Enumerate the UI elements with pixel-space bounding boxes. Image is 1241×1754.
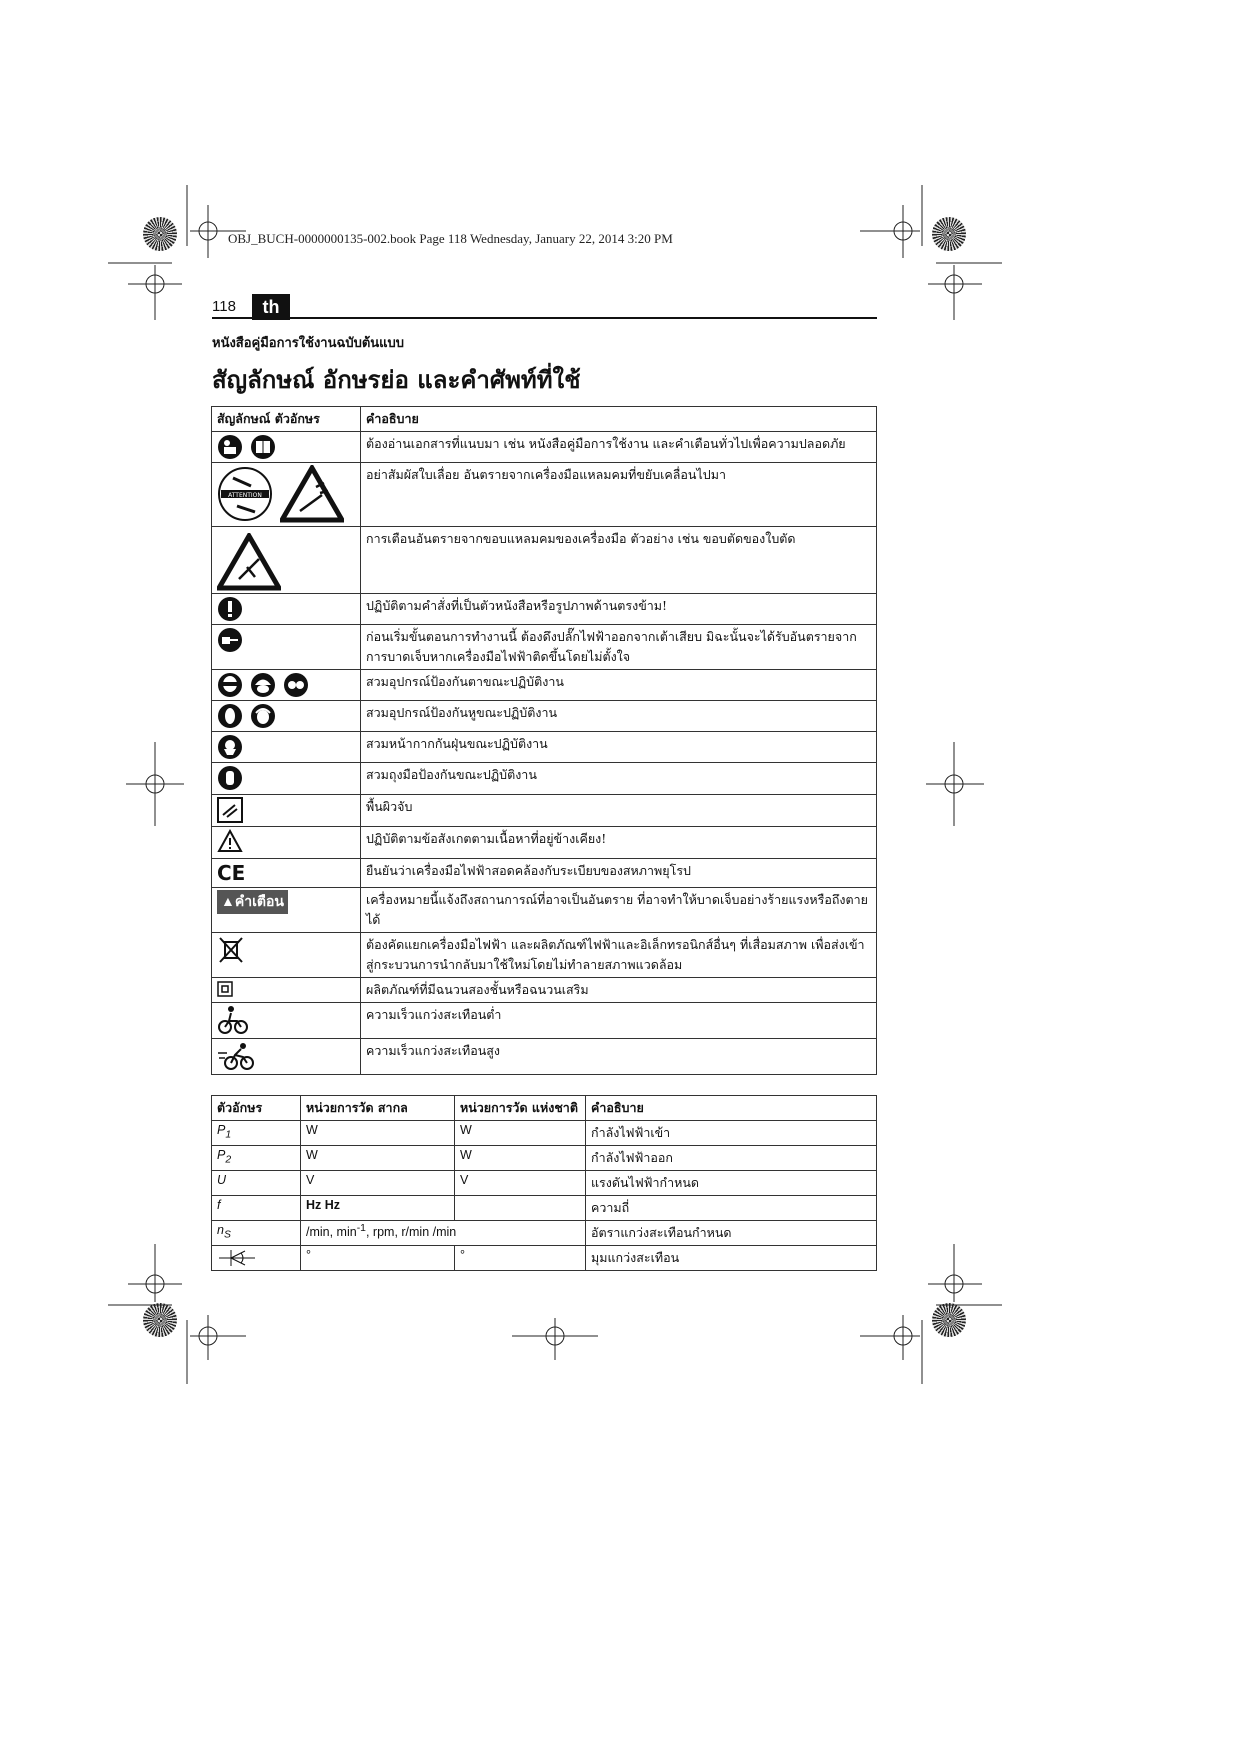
unit-national: °: [455, 1246, 586, 1271]
table-row: [212, 1121, 877, 1146]
unit-national: W: [455, 1146, 586, 1171]
table-row: [212, 933, 877, 978]
row-description: ปฏิบัติตามข้อสังเกตตามเนื้อหาที่อยู่ข้างเคียง!: [361, 827, 877, 859]
table-row: [212, 1171, 877, 1196]
flying-debris-warning-icon: [280, 465, 344, 523]
unit-letter: U: [212, 1171, 301, 1196]
unit-letter: f: [212, 1196, 301, 1221]
table-row: [212, 827, 877, 859]
table-row: [212, 625, 877, 670]
unit-description: แรงดันไฟฟ้ากำหนด: [586, 1171, 877, 1196]
table-row: [212, 732, 877, 763]
units-table: [211, 1095, 877, 1271]
svg-text:ATTENTION: ATTENTION: [228, 492, 262, 499]
sharp-edge-warning-icon: [217, 533, 281, 591]
unit-description: อัตราแกว่งสะเทือนกำหนด: [586, 1221, 877, 1246]
read-manual-icon: [217, 434, 243, 460]
unit-description: กำลังไฟฟ้าเข้า: [586, 1121, 877, 1146]
row-description: สวมอุปกรณ์ป้องกันหูขณะปฏิบัติงาน: [361, 701, 877, 732]
column-header-international-unit: หน่วยการวัด สากล: [301, 1096, 455, 1121]
face-shield-icon: [217, 672, 243, 698]
dust-mask-icon: [217, 734, 243, 760]
row-description: อย่าสัมผัสใบเลื่อย อันตรายจากเครื่องมือแหลมคมที่ขยับเคลื่อนไปมา: [361, 463, 877, 527]
row-description: ความเร็วแกว่งสะเทือนสูง: [361, 1039, 877, 1075]
attention-blade-icon: [217, 466, 273, 522]
table-row: [212, 859, 877, 888]
warning-badge-icon: ▲คำเตือน: [217, 890, 288, 914]
column-header-description: คำอธิบาย: [586, 1096, 877, 1121]
table-row: [212, 888, 877, 933]
table-row: [212, 1003, 877, 1039]
unit-national: [455, 1196, 586, 1221]
table-row: [212, 1221, 877, 1246]
section-title: สัญลักษณ์ อักษรย่อ และคำศัพท์ที่ใช้: [212, 365, 581, 394]
row-description: ปฏิบัติตามคำสั่งที่เป็นตัวหนังสือหรือรูปภาพด้านตรงข้าม!: [361, 594, 877, 625]
table-row: [212, 978, 877, 1003]
ce-mark-icon: CE: [217, 861, 246, 885]
row-description: ต้องอ่านเอกสารที่แนบมา เช่น หนังสือคู่มือการใช้งาน และคำเตือนทั่วไปเพื่อความปลอดภัย: [361, 432, 877, 463]
units-table-header: [212, 1096, 877, 1121]
grip-surface-icon: [217, 797, 243, 823]
page-number: 118: [212, 298, 236, 315]
unit-national: V: [455, 1171, 586, 1196]
unit-description: กำลังไฟฟ้าออก: [586, 1146, 877, 1171]
unit-international: °: [301, 1246, 455, 1271]
gloves-icon: [217, 765, 243, 791]
table-row: [212, 463, 877, 527]
double-insulation-icon: [217, 981, 233, 997]
row-description: เครื่องหมายนี้แจ้งถึงสถานการณ์ที่อาจเป็นอันตราย ที่อาจทำให้บาดเจ็บอย่างร้ายแรงหรือถึงตายได้: [361, 888, 877, 933]
unplug-icon: [217, 627, 243, 653]
table-row: [212, 527, 877, 594]
goggles-icon: [283, 672, 309, 698]
unit-national: W: [455, 1121, 586, 1146]
row-description: การเตือนอันตรายจากขอบแหลมคมของเครื่องมือ ตัวอย่าง เช่น ขอบตัดของใบตัด: [361, 527, 877, 594]
row-description: สวมอุปกรณ์ป้องกันตาขณะปฏิบัติงาน: [361, 670, 877, 701]
book-icon: [250, 434, 276, 460]
row-description: ผลิตภัณฑ์ที่มีฉนวนสองชั้นหรือฉนวนเสริม: [361, 978, 877, 1003]
table-row: [212, 1196, 877, 1221]
unit-international: W: [301, 1121, 455, 1146]
table-row: [212, 1039, 877, 1075]
column-header-description: คำอธิบาย: [361, 407, 877, 432]
table-row: [212, 1246, 877, 1271]
table-row: [212, 594, 877, 625]
column-header-letter: ตัวอักษร: [212, 1096, 301, 1121]
slow-cyclist-icon: [217, 1005, 249, 1035]
caution-triangle-icon: [217, 829, 243, 853]
safety-helmet-icon: [250, 672, 276, 698]
unit-letter: [212, 1246, 301, 1271]
row-description: ความเร็วแกว่งสะเทือนต่ำ: [361, 1003, 877, 1039]
table-row: [212, 432, 877, 463]
table-row: [212, 1146, 877, 1171]
ear-protection-icon: [217, 703, 243, 729]
fast-cyclist-icon: [217, 1041, 257, 1071]
unit-international: Hz Hz: [301, 1196, 455, 1221]
unit-international: W: [301, 1146, 455, 1171]
row-description: ต้องคัดแยกเครื่องมือไฟฟ้า และผลิตภัณฑ์ไฟฟ้าและอิเล็กทรอนิกส์อื่นๆ ที่เสื่อมสภาพ เพื่อส่งเข้าสู่กระบวนการนำกลับมาใช้ใหม่โดยไม่ทำลายสภาพแวดล้อม: [361, 933, 877, 978]
symbols-table-header: [212, 407, 877, 432]
mandatory-exclamation-icon: [217, 596, 243, 622]
unit-international: /min, $\min^{-1}$, rpm, r/min /min: [301, 1221, 586, 1246]
document-subtitle: หนังสือคู่มือการใช้งานฉบับต้นแบบ: [212, 336, 405, 351]
unit-description: ความถี่: [586, 1196, 877, 1221]
table-row: [212, 763, 877, 795]
table-row: [212, 670, 877, 701]
table-row: [212, 701, 877, 732]
row-description: พื้นผิวจับ: [361, 795, 877, 827]
unit-letter: $n_S$: [212, 1221, 301, 1246]
unit-description: มุมแกว่งสะเทือน: [586, 1246, 877, 1271]
oscillation-angle-icon: [217, 1248, 257, 1268]
column-header-national-unit: หน่วยการวัด แห่งชาติ: [455, 1096, 586, 1121]
unit-international: V: [301, 1171, 455, 1196]
weee-bin-icon: [217, 935, 245, 965]
column-header-symbol: สัญลักษณ์ ตัวอักษร: [212, 407, 361, 432]
row-description: ก่อนเริ่มขั้นตอนการทำงานนี้ ต้องดึงปลั๊กไฟฟ้าออกจากเต้าเสียบ มิฉะนั้นจะได้รับอันตรายจากการบาดเจ็บหากเครื่องมือไฟฟ้าติดขึ้นโดยไม่ตั้งใจ: [361, 625, 877, 670]
row-description: สวมถุงมือป้องกันขณะปฏิบัติงาน: [361, 763, 877, 795]
file-info: OBJ_BUCH-0000000135-002.book Page 118 Wednesday, January 22, 2014 3:20 PM: [228, 231, 673, 246]
unit-letter: $P_2$: [212, 1146, 301, 1171]
row-description: สวมหน้ากากกันฝุ่นขณะปฏิบัติงาน: [361, 732, 877, 763]
symbols-table: [211, 406, 877, 1075]
ear-muffs-icon: [250, 703, 276, 729]
table-row: [212, 795, 877, 827]
header-rule: [212, 317, 877, 319]
unit-letter: $P_1$: [212, 1121, 301, 1146]
language-tag: th: [252, 294, 290, 320]
row-description: ยืนยันว่าเครื่องมือไฟฟ้าสอดคล้องกับระเบียบของสหภาพยุโรป: [361, 859, 877, 888]
